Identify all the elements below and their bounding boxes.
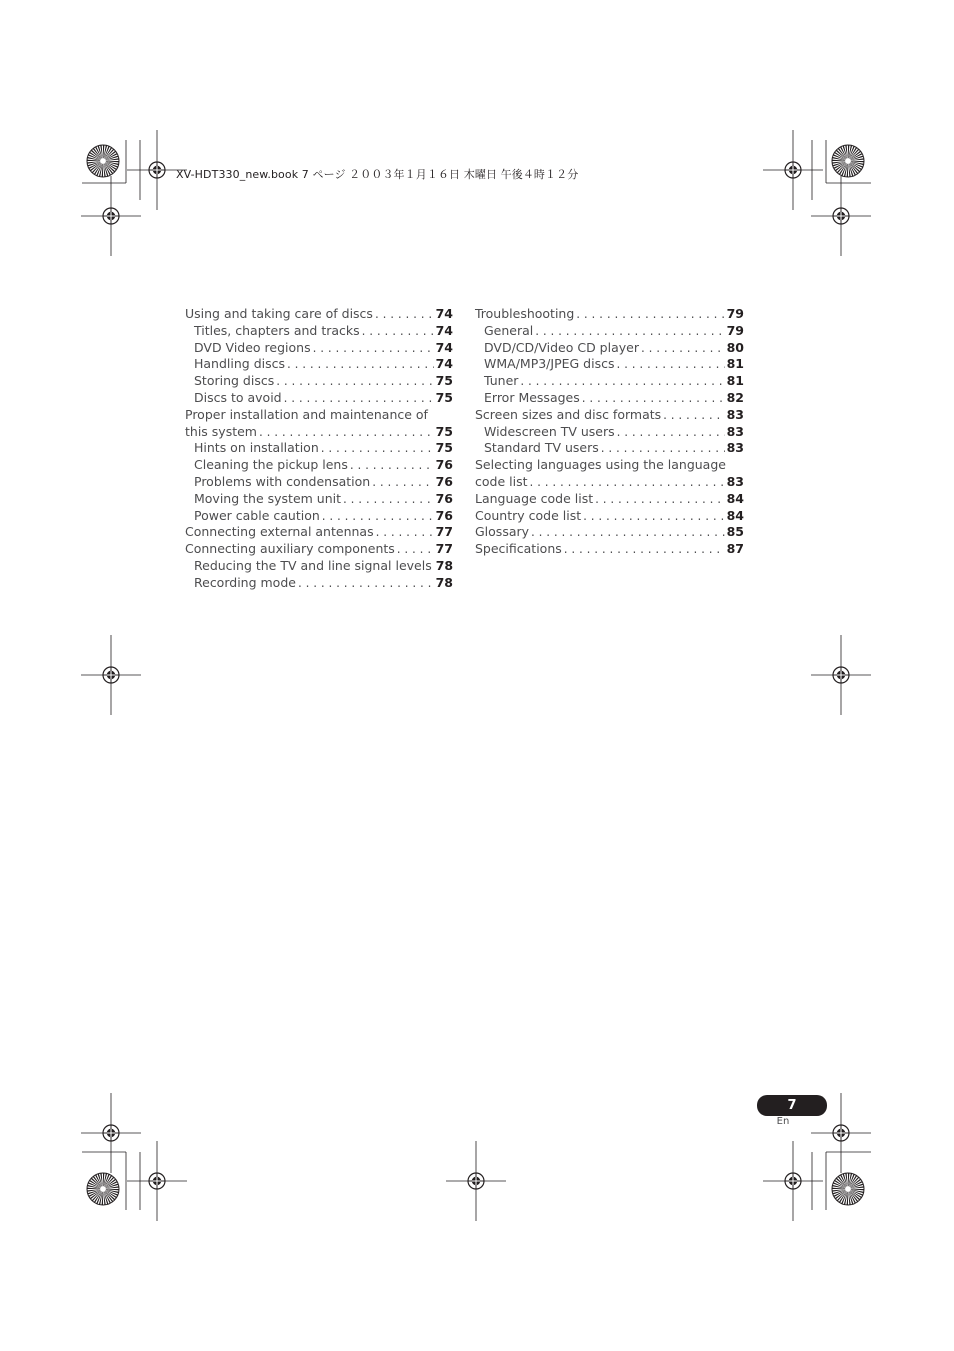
toc-entry-title: Connecting auxiliary components	[185, 541, 395, 557]
toc-entry	[475, 356, 744, 373]
toc-entry-page: 87	[726, 541, 744, 557]
toc-entry-title: Moving the system unit	[194, 490, 342, 506]
toc-entry	[185, 474, 453, 491]
toc-entry-page: 78	[435, 574, 453, 590]
toc-entry	[185, 491, 453, 508]
toc-entry-page: 74	[435, 306, 453, 321]
dot-leader	[276, 373, 433, 390]
toc-entry-page: 80	[726, 339, 744, 355]
dot-leader	[529, 474, 724, 491]
toc-entry-title: Specifications	[475, 541, 562, 557]
toc-entry	[185, 306, 453, 323]
toc-entry-title: DVD Video regions	[194, 339, 311, 355]
toc-entry-page: 75	[435, 389, 453, 405]
toc-entry-page: 74	[435, 339, 453, 355]
toc-entry	[475, 457, 744, 474]
dot-leader	[520, 373, 724, 390]
dot-leader	[617, 424, 725, 441]
toc-entry	[185, 575, 453, 592]
dot-leader	[535, 323, 724, 340]
toc-entry	[475, 340, 744, 357]
dot-leader	[313, 340, 434, 357]
toc-entry-page: 74	[435, 322, 453, 338]
toc-entry	[475, 491, 744, 508]
toc-entry-title: WMA/MP3/JPEG discs	[484, 356, 615, 372]
toc-entry-title: Titles, chapters and tracks	[194, 322, 360, 338]
toc-entry	[185, 356, 453, 373]
dot-leader	[616, 356, 724, 373]
toc-entry-page: 81	[726, 356, 744, 372]
toc-entry	[185, 524, 453, 541]
toc-entry-title: Power cable caution	[194, 507, 320, 523]
toc-entry-title: Error Messages	[484, 389, 580, 405]
toc-entry-page: 84	[726, 490, 744, 506]
star-center	[845, 158, 851, 164]
dot-leader	[576, 306, 724, 323]
toc-entry	[475, 508, 744, 525]
toc-entry-page: 84	[726, 507, 744, 523]
toc-entry	[185, 323, 453, 340]
toc-entry-page: 75	[435, 373, 453, 389]
dot-leader	[372, 474, 433, 491]
toc-entry-title: Troubleshooting	[475, 306, 575, 321]
toc-entry-title: General	[484, 322, 534, 338]
toc-entry	[475, 424, 744, 441]
toc-entry	[185, 541, 453, 558]
toc-entry-title: Hints on installation	[194, 440, 319, 456]
toc-entry-title: Standard TV users	[484, 440, 599, 456]
dot-leader	[397, 541, 434, 558]
toc-entry-page: 83	[726, 423, 744, 439]
toc-entry-page: 83	[726, 406, 744, 422]
dot-leader	[583, 508, 724, 525]
toc-entry	[475, 407, 744, 424]
language-label: En	[776, 1116, 790, 1127]
toc-entry-title: Discs to avoid	[194, 389, 282, 405]
toc-entry	[185, 340, 453, 357]
dot-leader	[362, 323, 434, 340]
toc-entry-title: Screen sizes and disc formats	[475, 406, 662, 422]
toc-entry	[185, 508, 453, 525]
dot-leader	[343, 491, 434, 508]
toc-entry-page: 85	[726, 524, 744, 540]
toc-entry-title: Connecting external antennas	[185, 524, 374, 540]
toc-left-column	[185, 306, 453, 592]
dot-leader	[350, 457, 434, 474]
dot-leader	[564, 541, 725, 558]
toc-entry-title: this system	[185, 423, 257, 439]
toc-entry	[475, 474, 744, 491]
dot-leader	[287, 356, 434, 373]
toc-entry	[475, 524, 744, 541]
toc-entry-title: Using and taking care of discs	[185, 306, 373, 321]
star-center	[100, 158, 106, 164]
page-number-badge: 7	[757, 1095, 827, 1116]
toc-entry-title: Country code list	[475, 507, 582, 523]
toc-entry-title: Reducing the TV and line signal levels	[194, 557, 432, 573]
dot-leader	[601, 440, 725, 457]
toc-entry	[185, 390, 453, 407]
toc-entry	[475, 306, 744, 323]
toc-entry-page: 77	[435, 541, 453, 557]
toc-entry-page: 77	[435, 524, 453, 540]
toc-entry-title: code list	[475, 473, 528, 489]
toc-entry-page: 75	[435, 440, 453, 456]
star-center	[100, 1186, 106, 1192]
toc-entry-page: 74	[435, 356, 453, 372]
toc-entry-page: 82	[726, 389, 744, 405]
toc-entry-page: 76	[435, 490, 453, 506]
toc-entry-title: Problems with condensation	[194, 473, 371, 489]
star-center	[845, 1186, 851, 1192]
print-file-info: XV-HDT330_new.book 7 ページ ２００３年１月１６日 木曜日 午後４時１２分	[176, 168, 579, 181]
toc-entry-page: 79	[726, 322, 744, 338]
toc-entry	[185, 373, 453, 390]
toc-entry-title: Cleaning the pickup lens	[194, 457, 348, 473]
dot-leader	[376, 524, 434, 541]
toc-entry	[185, 457, 453, 474]
dot-leader	[321, 440, 434, 457]
dot-leader	[259, 424, 434, 441]
toc-entry-page: 83	[726, 473, 744, 489]
toc-entry-title: Storing discs	[194, 373, 275, 389]
toc-entry	[475, 440, 744, 457]
dot-leader	[375, 306, 434, 323]
dot-leader	[582, 390, 725, 407]
toc-entry-page: 76	[435, 457, 453, 473]
toc-right-column	[475, 306, 744, 558]
dot-leader	[595, 491, 724, 508]
toc-entry	[185, 558, 453, 575]
toc-entry-title: Selecting languages using the language	[475, 457, 726, 473]
toc-entry-page: 81	[726, 373, 744, 389]
dot-leader	[298, 575, 434, 592]
toc-entry	[185, 440, 453, 457]
toc-entry	[475, 323, 744, 340]
toc-entry-title: Handling discs	[194, 356, 285, 372]
toc-entry-page: 76	[435, 507, 453, 523]
toc-entry	[475, 390, 744, 407]
toc-entry	[475, 541, 744, 558]
toc-entry	[475, 373, 744, 390]
toc-entry-page: 78	[435, 557, 454, 573]
toc-entry-title: Tuner	[484, 373, 519, 389]
toc-entry-title: DVD/CD/Video CD player	[484, 339, 639, 355]
toc-entry	[185, 424, 453, 441]
toc-entry-page: 79	[726, 306, 744, 321]
dot-leader	[322, 508, 434, 525]
dot-leader	[641, 340, 725, 357]
toc-entry-page: 75	[435, 423, 453, 439]
toc-entry	[185, 407, 453, 424]
toc-entry-title: Glossary	[475, 524, 530, 540]
toc-entry-title: Proper installation and maintenance of	[185, 406, 428, 422]
dot-leader	[663, 407, 724, 424]
dot-leader	[531, 524, 725, 541]
toc-entry-title: Widescreen TV users	[484, 423, 615, 439]
toc-entry-title: Language code list	[475, 490, 594, 506]
toc-entry-page: 76	[435, 473, 453, 489]
toc-entry-title: Recording mode	[194, 574, 296, 590]
dot-leader	[284, 390, 434, 407]
toc-entry-page: 83	[726, 440, 744, 456]
